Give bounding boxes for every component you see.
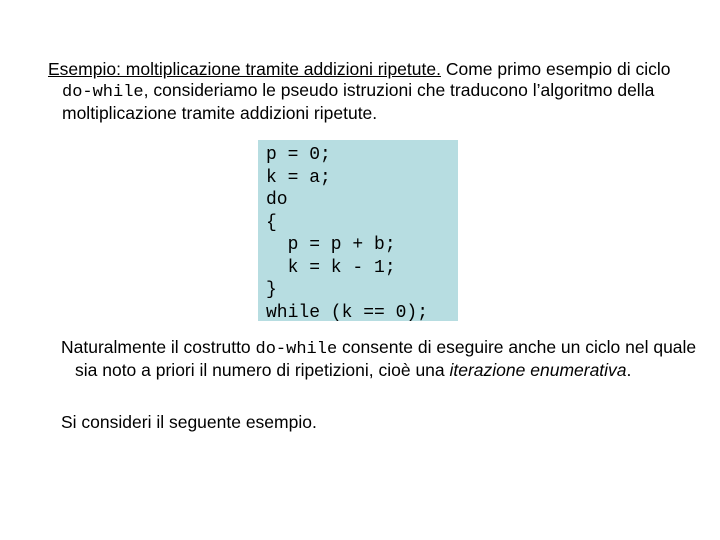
code-line: {: [266, 212, 277, 233]
code-line: k = k - 1;: [266, 257, 396, 278]
explanation-text-a: Naturalmente il costrutto: [61, 337, 256, 357]
explanation-italic-term: iterazione enumerativa: [449, 360, 627, 380]
intro-text-b: , consideriamo le pseudo istruzioni che traducono l’algoritmo della moltiplicazione tramite addizioni ripetute.: [62, 80, 655, 123]
code-line: p = p + b;: [266, 235, 396, 255]
explanation-paragraph: [61, 337, 701, 381]
example-title: Esempio: moltiplicazione tramite addizioni ripetute.: [48, 59, 441, 79]
code-line: k = a;: [266, 167, 331, 188]
closing-paragraph: Si consideri il seguente esempio.: [61, 412, 317, 432]
intro-text-a: Come primo esempio di ciclo: [440, 59, 671, 79]
intro-code-keyword: do-while: [62, 83, 144, 102]
explanation-text-c: .: [626, 360, 632, 380]
code-block: [258, 140, 458, 321]
explanation-text-b: consente di eseguire anche un ciclo nel quale sia noto a priori il numero di ripetizioni, cioè una: [75, 337, 697, 380]
intro-paragraph: [48, 59, 698, 124]
code-line: while (k == 0);: [266, 302, 429, 323]
code-line: do: [266, 190, 288, 210]
code-line: }: [266, 280, 277, 300]
explanation-code-keyword: do-while: [255, 340, 338, 359]
code-line: p = 0;: [266, 145, 331, 165]
